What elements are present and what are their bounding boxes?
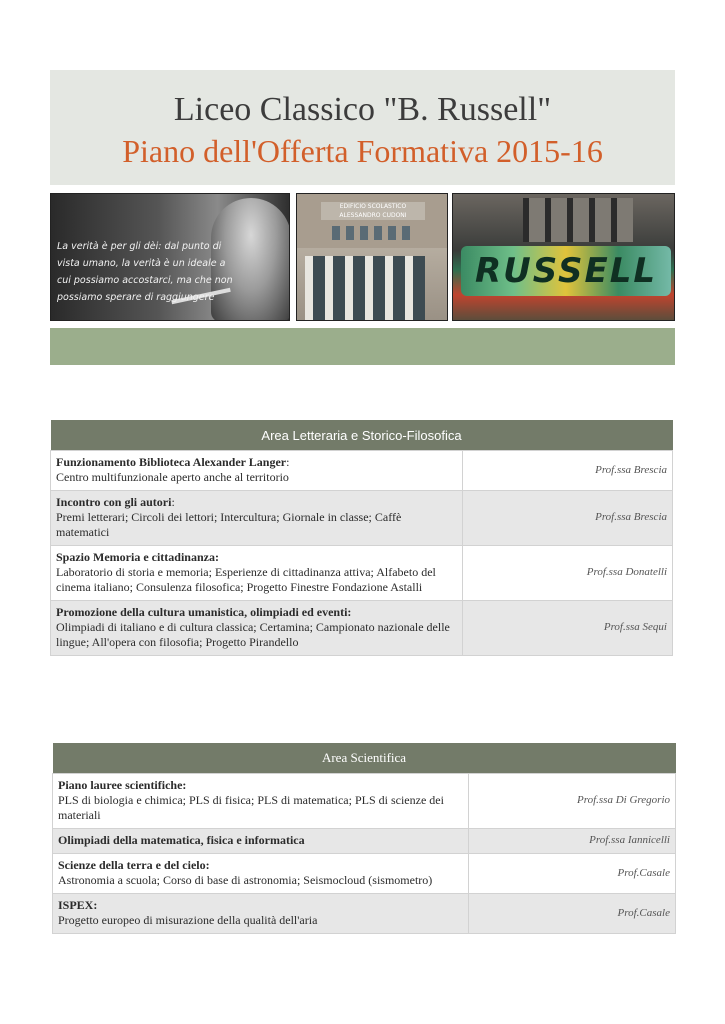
table-row [53, 854, 676, 894]
project-title: Olimpiadi della matematica, fisica e informatica [58, 833, 305, 847]
table-heading: Area Letteraria e Storico-Filosofica [51, 420, 673, 451]
teacher-cell: Prof.ssa Di Gregorio [469, 774, 676, 829]
project-description: Olimpiadi di italiano e di cultura classica; Certamina; Campionato nazionale delle lingue; All'opera con filosofia; Progetto Pirandello [56, 620, 450, 649]
teacher-cell: Prof.ssa Iannicelli [469, 829, 676, 854]
project-title: Funzionamento Biblioteca Alexander Langer: [56, 455, 290, 469]
project-description: PLS di biologia e chimica; PLS di fisica; PLS di matematica; PLS di scienze dei materiali [58, 793, 444, 822]
teacher-cell: Prof.ssa Donatelli [463, 546, 673, 601]
building-sign [321, 202, 425, 220]
table-row [51, 601, 673, 656]
graffiti-windows [523, 198, 633, 242]
project-title: Piano lauree scientifiche: [58, 778, 187, 792]
table-row [51, 451, 673, 491]
building-sign-line2: ALESSANDRO CUDONI [339, 212, 407, 219]
teacher-cell: Prof.Casale [469, 894, 676, 934]
project-description: Laboratorio di storia e memoria; Esperienze di cittadinanza attiva; Alfabeto del cinema italiano; Consulenza filosofica; Progetto Finestre Fondazione Astalli [56, 565, 436, 594]
project-cell [53, 894, 469, 934]
project-cell [53, 854, 469, 894]
page-title: Liceo Classico "B. Russell" [173, 91, 552, 128]
project-description: Astronomia a scuola; Corso di base di astronomia; Seismocloud (sismometro) [58, 873, 433, 887]
graffiti-text: RUSSELL [461, 246, 671, 296]
project-cell [51, 451, 463, 491]
quote-text: La verità è per gli dèi: dal punto di vista umano, la verità è un ideale a cui possiamo accostarci, ma che non possiamo sperare di raggiungere [57, 241, 233, 303]
project-cell [53, 829, 469, 854]
project-title: Incontro con gli autori: [56, 495, 175, 509]
project-description: Progetto europeo di misurazione della qualità dell'aria [58, 913, 318, 927]
project-cell [51, 491, 463, 546]
russell-quote-photo [50, 193, 290, 321]
teacher-cell: Prof.ssa Sequi [463, 601, 673, 656]
teacher-cell: Prof.Casale [469, 854, 676, 894]
building-sign-line1: EDIFICIO SCOLASTICO [339, 203, 407, 210]
project-cell [51, 546, 463, 601]
building-windows [332, 226, 412, 240]
project-title: Promozione della cultura umanistica, olimpiadi ed eventi: [56, 605, 352, 619]
table-row [51, 546, 673, 601]
teacher-cell: Prof.ssa Brescia [463, 451, 673, 491]
table-row [53, 774, 676, 829]
project-description: Premi letterari; Circoli dei lettori; Intercultura; Giornale in classe; Caffè matematici [56, 510, 402, 539]
building-columns [305, 256, 425, 321]
teacher-cell: Prof.ssa Brescia [463, 491, 673, 546]
project-description: Centro multifunzionale aperto anche al territorio [56, 470, 289, 484]
table-heading: Area Scientifica [53, 743, 676, 774]
page-subtitle: Piano dell'Offerta Formativa 2015-16 [122, 133, 603, 169]
project-cell [51, 601, 463, 656]
project-title: Scienze della terra e del cielo: [58, 858, 210, 872]
green-divider-bar [50, 328, 675, 365]
project-cell [53, 774, 469, 829]
school-building-photo [296, 193, 448, 321]
table-area-letteraria [50, 420, 673, 656]
table-row [53, 829, 676, 854]
table-row [51, 491, 673, 546]
graffiti-photo [452, 193, 675, 321]
project-title: ISPEX: [58, 898, 98, 912]
table-row [53, 894, 676, 934]
document-header [50, 70, 675, 185]
project-title: Spazio Memoria e cittadinanza: [56, 550, 219, 564]
table-area-scientifica [52, 743, 676, 934]
